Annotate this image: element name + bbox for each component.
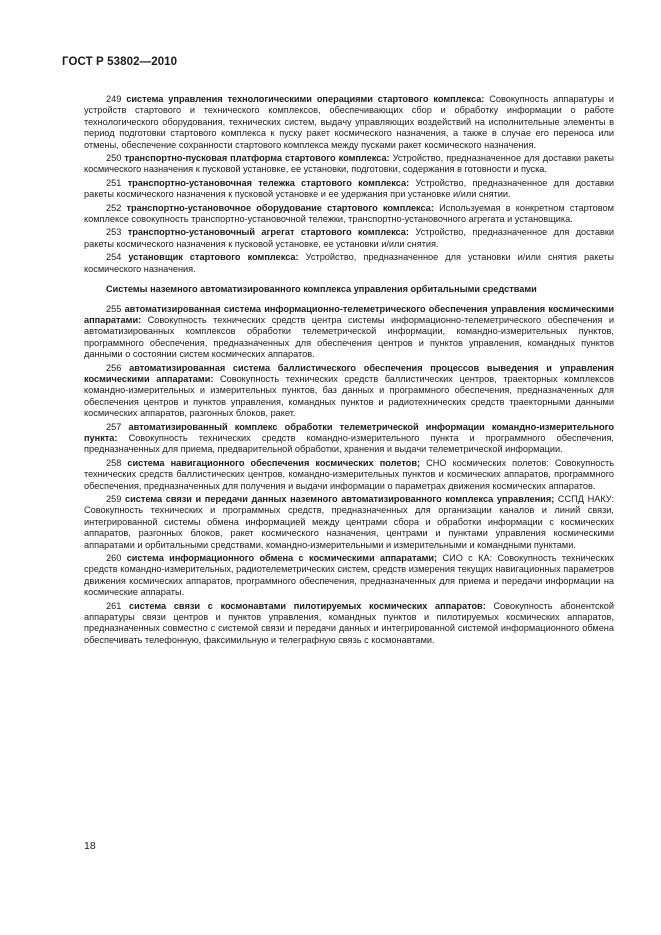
- term-definition: Совокупность технических средств командно-измерительного пункта и программного обеспечения, предназначенных для приема, предварительной обработки, хранения и выдачи телеметрической информации.: [84, 432, 614, 455]
- term-entry: [84, 494, 614, 551]
- standard-code-header: ГОСТ Р 53802—2010: [62, 56, 178, 68]
- term-definition: Совокупность аппаратуры и устройств стартового и технического комплексов, обеспечивающих сбор и обработку информации о работе технологического оборудования, технических систем, выдачу управляющих воздействий на исполнительные элементы в период подготовки стартового комплекса к пуску ракет космического назначения, а также в случае его переноса или отмены, обеспечение сохранности стартового комплекса между пусками ракет космического назначения.: [84, 94, 614, 150]
- term-number: 256: [106, 362, 122, 373]
- term-name: автоматизированная система информационно-телеметрического обеспечения управления космическими аппаратами:: [84, 303, 614, 325]
- section-title: Системы наземного автоматизированного комплекса управления орбитальными средствами: [106, 284, 537, 295]
- term-entry: [84, 252, 614, 275]
- term-number: 261: [106, 600, 122, 611]
- term-definition: Совокупность технических средств центра системы информационно-телеметрического обеспечения и автоматизированных комплексов обработки телеметрической информации, командно-измерительных пунктов, программного обеспечения, предназначенных для обеспечения центров и пунктов управления, командных пунктов данными о состоянии систем космических аппаратов.: [84, 314, 614, 360]
- term-number: 252: [106, 202, 122, 213]
- term-definition: СНО космических полетов: Совокупность технических средств баллистических центров, командно-измерительных пунктов и космических аппаратов, программного обеспечения, предназначенных для получения и выдачи информации о параметрах движения космических аппаратов.: [84, 457, 615, 491]
- page-number: 18: [84, 840, 96, 852]
- term-number: 254: [106, 252, 122, 263]
- term-entry: [84, 601, 614, 647]
- term-number: 258: [106, 457, 122, 468]
- term-entry: [84, 458, 614, 492]
- term-definition: Устройство, предназначенное для установки и/или снятия ракеты космического назначения.: [84, 252, 614, 274]
- term-number: 255: [106, 303, 122, 314]
- term-number: 257: [106, 421, 122, 432]
- term-number: 253: [106, 227, 122, 238]
- term-entry: [84, 153, 614, 176]
- term-definition: Совокупность абонентской аппаратуры связи центров и пунктов управления, командных пунктов и пилотируемых космических аппаратов, предназначенных совместно с системой связи и передачи данных и интегрированной системой информационного обмена обеспечивать телефонную, факсимильную и телеграфную связь с космонавтами.: [84, 600, 614, 645]
- term-definition: Используемая в конкретном стартовом комплексе совокупность транспортно-установочной тележки, транспортно-установочного агрегата и установщика.: [84, 202, 614, 225]
- term-definition: СИО с КА: Совокупность технических средств командно-измерительных, радиотелеметрических систем, средств измерения текущих навигационных параметров движения космических аппаратов, программного обеспечения, предназначенных для приема и передачи информации на космические аппараты.: [84, 553, 614, 598]
- term-number: 260: [106, 553, 122, 564]
- term-definition: ССПД НАКУ: Совокупность технических и программных средств, предназначенных для организации каналов и линий связи, интегрированной системы обмена информацией между центрами сбора и обработки информации с космических аппаратов, разгонных блоков, ракет космического назначения, центрами и пунктами управления космическими аппаратами и орбитальными средствами, командно-измерительными и измерительными и командными пунктами.: [84, 494, 615, 550]
- term-name: система навигационного обеспечения космических полетов;: [127, 457, 421, 468]
- term-entry: [84, 94, 614, 151]
- term-definition: Совокупность технических средств баллистических центров, траекторных комплексов командно-измерительных и измерительных пунктов, баз данных и программного обеспечения, предназначенных для обеспечения центров и пунктов управления, командных пунктов и радиотехнических средств траекторными данными космических аппаратов, разгонных блоков, ракет.: [84, 373, 614, 419]
- term-entry: [84, 304, 614, 361]
- term-definition: Устройство, предназначенное для доставки ракеты космического назначения к пусковой установке, ее установки, подготовки, содержания в готовности и пуска.: [84, 153, 614, 175]
- term-name: система связи с космонавтами пилотируемых космических аппаратов:: [129, 600, 486, 611]
- term-entry: [84, 422, 614, 456]
- term-name: установщик стартового комплекса:: [128, 252, 299, 263]
- term-definition: Устройство, предназначенное для доставки ракеты космического назначения к пусковой установке, ее установки и/или снятия.: [84, 227, 615, 249]
- term-entry: [84, 178, 614, 201]
- term-name: транспортно-пусковая платформа стартового комплекса:: [124, 153, 390, 164]
- launch-complex-terms: [84, 94, 614, 275]
- term-name: автоматизированный комплекс обработки телеметрической информации командно-измерительного пункта:: [84, 421, 614, 443]
- term-name: транспортно-установочная тележка стартового комплекса:: [127, 177, 410, 188]
- term-number: 251: [106, 177, 122, 188]
- term-name: система связи и передачи данных наземного автоматизированного комплекса управления;: [124, 494, 555, 504]
- document-body: [84, 94, 614, 648]
- term-name: система информационного обмена с космическими аппаратами;: [126, 553, 438, 564]
- term-number: 249: [106, 94, 122, 104]
- term-entry: [84, 363, 614, 420]
- ground-control-terms: [84, 304, 614, 647]
- term-definition: Устройство, предназначенное для доставки ракеты космического назначения к пусковой установке и ее удержания при установке и/или снятии.: [84, 177, 615, 200]
- term-number: 259: [106, 494, 122, 504]
- term-entry: [84, 203, 614, 226]
- term-name: транспортно-установочное оборудование стартового комплекса:: [126, 202, 434, 213]
- term-entry: [84, 553, 614, 599]
- term-name: транспортно-установочный агрегат стартового комплекса:: [127, 227, 409, 238]
- term-name: система управления технологическими операциями стартового комплекса:: [126, 94, 485, 104]
- term-number: 250: [106, 153, 122, 164]
- term-entry: [84, 227, 614, 250]
- term-name: автоматизированная система баллистического обеспечения процессов выведения и управления космическими аппаратами:: [84, 362, 614, 384]
